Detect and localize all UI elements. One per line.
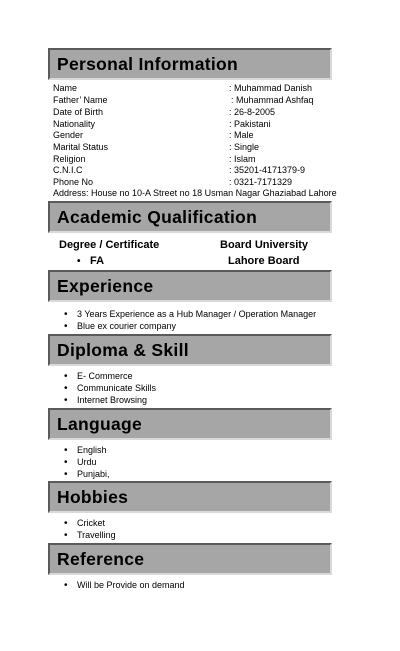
- value-cnic: : 35201-4171379-9: [229, 165, 306, 175]
- label-phone: Phone No: [53, 177, 94, 187]
- list-item: • Internet Browsing: [77, 395, 147, 406]
- label-marital-status: Marital Status: [53, 142, 109, 152]
- section-title: Academic Qualification: [57, 207, 258, 227]
- section-title: Personal Information: [57, 54, 239, 74]
- list-item: • Communicate Skills: [77, 383, 156, 394]
- value-gender: : Male: [229, 130, 254, 140]
- list-item: • Punjabi,: [77, 469, 110, 480]
- value-nationality: : Pakistani: [229, 119, 271, 129]
- list-item: • 3 Years Experience as a Hub Manager / Operation Manager: [77, 309, 316, 320]
- list-item: • Cricket: [77, 518, 105, 529]
- list-item: • Blue ex courier company: [77, 321, 176, 332]
- section-header-experience: [48, 270, 332, 302]
- section-title: Hobbies: [57, 487, 129, 507]
- value-phone: : 0321-7171329: [229, 177, 293, 187]
- section-header-reference: [48, 543, 332, 575]
- label-nationality: Nationality: [53, 119, 96, 129]
- academic-row-degree: • FA: [90, 255, 104, 268]
- academic-col2-header: Board University: [220, 239, 309, 251]
- section-title: Language: [57, 414, 143, 434]
- section-title: Reference: [57, 549, 145, 569]
- label-gender: Gender: [53, 130, 84, 140]
- label-name: Name: [53, 83, 78, 93]
- section-header-hobbies: [48, 481, 332, 513]
- value-religion: : Islam: [229, 154, 256, 164]
- section-title: Diploma & Skill: [57, 340, 189, 360]
- value-name: : Muhammad Danish: [229, 83, 313, 93]
- value-father-name: : Muhammad Ashfaq: [231, 95, 314, 105]
- section-header-diploma: [48, 334, 332, 366]
- label-religion: Religion: [53, 154, 86, 164]
- list-item: • Travelling: [77, 530, 116, 541]
- value-marital-status: : Single: [229, 142, 260, 152]
- list-item: • English: [77, 445, 107, 456]
- label-dob: Date of Birth: [53, 107, 104, 117]
- section-header-language: [48, 408, 332, 440]
- section-header-personal: [48, 48, 332, 80]
- academic-row-board: Lahore Board: [228, 255, 300, 267]
- label-father-name: Father’ Name: [53, 95, 108, 105]
- label-cnic: C.N.I.C: [53, 165, 83, 175]
- list-item: • Urdu: [77, 457, 97, 468]
- list-item: • E- Commerce: [77, 371, 133, 382]
- address-line: Address: House no 10-A Street no 18 Usman Nagar Ghaziabad Lahore: [53, 188, 337, 198]
- section-title: Experience: [57, 276, 154, 296]
- academic-col1-header: Degree / Certificate: [59, 239, 160, 251]
- list-item: • Will be Provide on demand: [77, 580, 185, 591]
- section-header-academic: [48, 201, 332, 233]
- value-dob: : 26-8-2005: [229, 107, 276, 117]
